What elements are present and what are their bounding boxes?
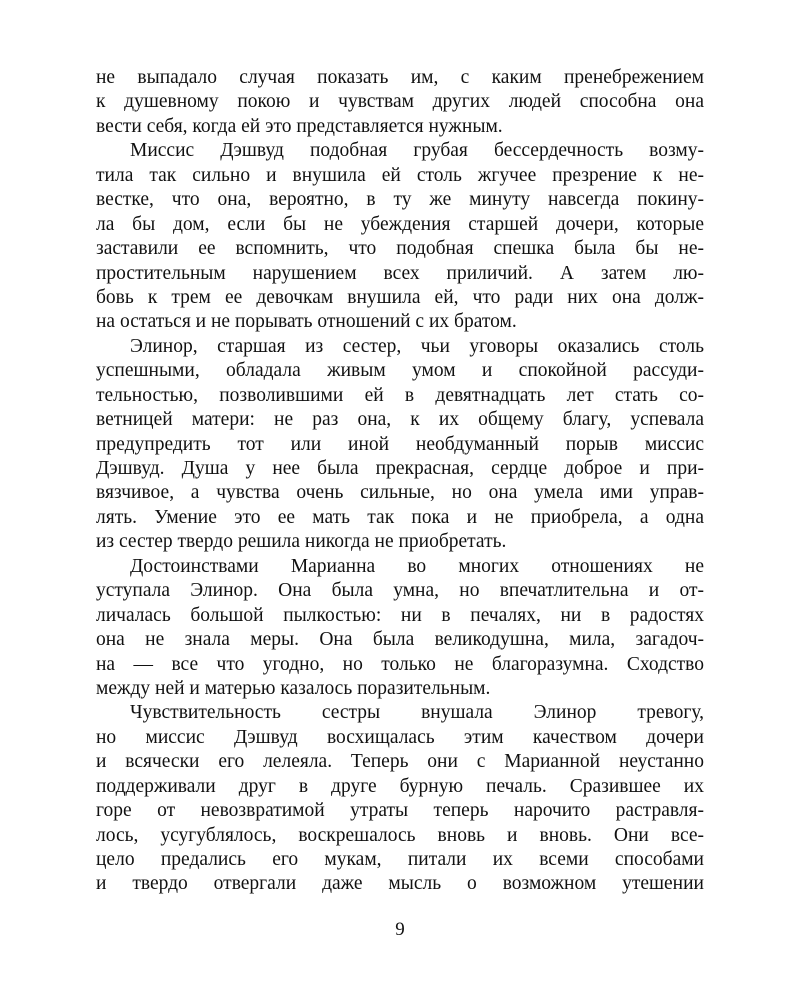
text-line: ветницей матери: не раз она, к их общему благу, успевала [96,409,704,431]
body-text [96,66,704,897]
text-line: но миссис Дэшвуд восхищалась этим качеством дочери [96,726,704,748]
text-line: между ней и матерью казалось поразительным. [96,677,491,699]
text-line: горе от невозвратимой утраты теперь нарочито растравля- [96,800,704,822]
text-line: и твердо отвергали даже мысль о возможном утешении [96,873,704,895]
text-line: простительным нарушением всех приличий. А затем лю- [96,262,704,284]
text-line: поддерживали друг в друге бурную печаль. Сразившее их [96,775,704,797]
text-line: Дэшвуд. Душа у нее была прекрасная, сердце доброе и при- [96,458,704,479]
text-line: на — все что угодно, но только не благоразумна. Сходство [96,653,704,675]
text-line: к душевному покою и чувствам других людей способна она [96,91,704,113]
text-line: тельностью, позволившими ей в девятнадцать лет стать со- [96,384,704,406]
text-line: из сестер твердо решила никогда не приобретать. [96,531,507,553]
text-line: Элинор, старшая из сестер, чьи уговоры оказались столь [130,335,704,357]
text-line: Миссис Дэшвуд подобная грубая бессердечность возму- [130,140,704,162]
text-line: лять. Умение это ее мать так пока и не приобрела, а одна [96,506,704,528]
text-line: не выпадало случая показать им, с каким пренебрежением [96,67,704,88]
page-number: 9 [395,919,405,940]
text-line: на остаться и не порывать отношений с их братом. [96,311,517,333]
text-line: Достоинствами Марианна во многих отношениях не [130,555,704,577]
text-line: цело предались его мукам, питали их всеми способами [96,849,704,870]
text-line: и всячески его лелеяла. Теперь они с Марианной неустанно [96,751,704,773]
text-line: вестке, что она, вероятно, в ту же минуту навсегда покину- [96,189,704,211]
text-line: вязчивое, а чувства очень сильные, но она умела ими управ- [96,482,704,504]
text-line: личалась большой пылкостью: ни в печалях, ни в радостях [96,604,704,626]
text-line: заставили ее вспомнить, что подобная спешка была бы не- [96,238,704,260]
text-line: вести себя, когда ей это представляется нужным. [96,115,503,137]
text-line: уступала Элинор. Она была умна, но впечатлительна и от- [96,580,704,602]
text-line: лось, усугублялось, воскрешалось вновь и вновь. Они все- [96,824,704,846]
text-line: она не знала меры. Она была великодушна, мила, загадоч- [96,629,704,651]
text-line: Чувствительность сестры внушала Элинор тревогу, [130,702,704,724]
text-line: предупредить тот или иной необдуманный порыв миссис [96,433,704,455]
text-line: успешными, обладала живым умом и спокойной рассуди- [96,360,704,382]
text-line: тила так сильно и внушила ей столь жгучее презрение к не- [96,164,704,186]
text-line: бовь к трем ее девочкам внушила ей, что ради них она долж- [96,286,704,308]
text-line: ла бы дом, если бы не убеждения старшей дочери, которые [96,213,704,235]
